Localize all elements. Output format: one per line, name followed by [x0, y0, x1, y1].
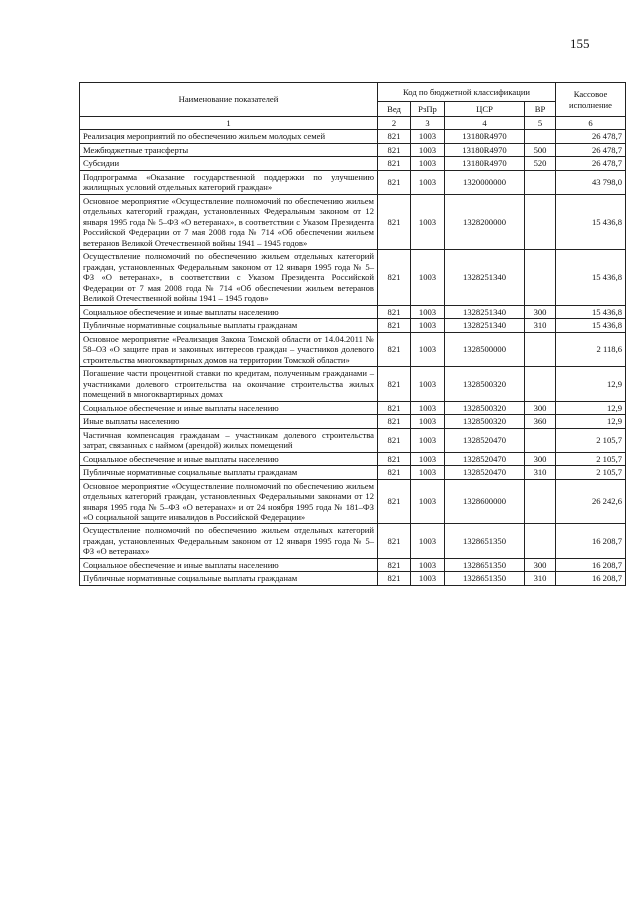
header-cash-execution: Кассовое исполнение — [556, 83, 626, 117]
row-csr: 1328500320 — [445, 415, 525, 428]
row-amount: 16 208,7 — [556, 558, 626, 571]
row-csr: 1328651350 — [445, 558, 525, 571]
row-csr: 1328251340 — [445, 319, 525, 332]
row-ved: 821 — [378, 319, 411, 332]
row-name: Основное мероприятие «Осуществление полномочий по обеспечению жильем отдельных категорий граждан, установленных Федеральным законом от 12 января 1995 года № 5–ФЗ «О ветеранах», в соответствии с Указом Президента Российской Федерации от 7 мая 2008 года № 714 «Об обеспечении жильем ветеранов Великой Отечественной войны 1941 – 1945 годов» — [80, 194, 378, 249]
row-csr: 1328520470 — [445, 428, 525, 452]
row-amount: 2 105,7 — [556, 466, 626, 479]
row-csr: 1328520470 — [445, 452, 525, 465]
row-rzpr: 1003 — [411, 250, 445, 305]
table-row — [80, 479, 626, 524]
row-vr: 500 — [525, 143, 556, 156]
table-body — [80, 130, 626, 585]
row-ved: 821 — [378, 401, 411, 414]
row-name: Субсидии — [80, 157, 378, 170]
row-rzpr: 1003 — [411, 367, 445, 401]
row-amount: 2 105,7 — [556, 452, 626, 465]
row-ved: 821 — [378, 452, 411, 465]
table-row — [80, 367, 626, 401]
row-ved: 821 — [378, 157, 411, 170]
row-name: Реализация мероприятий по обеспечению жильем молодых семей — [80, 130, 378, 143]
column-number: 5 — [525, 117, 556, 130]
row-name: Основное мероприятие «Осуществление полномочий по обеспечению жильем отдельных категорий граждан, установленных Федеральными законами от 12 января 1995 года № 5–ФЗ «О ветеранах» и от 24 ноября 1995 года № 181–ФЗ «О социальной защите инвалидов в Российской Федерации» — [80, 479, 378, 524]
row-csr: 1328500320 — [445, 401, 525, 414]
row-amount: 2 105,7 — [556, 428, 626, 452]
row-name: Социальное обеспечение и иные выплаты населению — [80, 558, 378, 571]
row-vr — [525, 250, 556, 305]
row-ved: 821 — [378, 170, 411, 194]
row-rzpr: 1003 — [411, 479, 445, 524]
row-rzpr: 1003 — [411, 143, 445, 156]
column-number-row — [80, 117, 626, 130]
row-csr: 13180R4970 — [445, 130, 525, 143]
table-row — [80, 250, 626, 305]
table-row — [80, 466, 626, 479]
table-row — [80, 428, 626, 452]
row-rzpr: 1003 — [411, 157, 445, 170]
page-number: 155 — [570, 36, 590, 51]
row-amount: 16 208,7 — [556, 572, 626, 585]
budget-table — [79, 82, 626, 586]
table-row — [80, 130, 626, 143]
row-csr: 13180R4970 — [445, 143, 525, 156]
row-ved: 821 — [378, 332, 411, 366]
row-vr: 300 — [525, 452, 556, 465]
table-row — [80, 415, 626, 428]
row-name: Социальное обеспечение и иные выплаты населению — [80, 452, 378, 465]
header-csr: ЦСР — [445, 102, 525, 117]
header-rzpr: РзПр — [411, 102, 445, 117]
row-amount: 26 478,7 — [556, 157, 626, 170]
row-rzpr: 1003 — [411, 524, 445, 558]
row-name: Социальное обеспечение и иные выплаты населению — [80, 401, 378, 414]
header-name: Наименование показателей — [80, 83, 378, 117]
row-csr: 1328251340 — [445, 250, 525, 305]
row-amount: 15 436,8 — [556, 305, 626, 318]
row-ved: 821 — [378, 524, 411, 558]
row-rzpr: 1003 — [411, 415, 445, 428]
row-rzpr: 1003 — [411, 572, 445, 585]
row-csr: 1328251340 — [445, 305, 525, 318]
row-amount: 12,9 — [556, 401, 626, 414]
row-vr: 300 — [525, 401, 556, 414]
row-ved: 821 — [378, 130, 411, 143]
row-amount: 15 436,8 — [556, 250, 626, 305]
row-vr: 310 — [525, 319, 556, 332]
row-vr — [525, 194, 556, 249]
table-row — [80, 452, 626, 465]
row-name: Публичные нормативные социальные выплаты гражданам — [80, 319, 378, 332]
row-name: Частичная компенсация гражданам – участникам долевого строительства затрат, связанных с наймом (арендой) жилых помещений — [80, 428, 378, 452]
table-row — [80, 143, 626, 156]
table-row — [80, 332, 626, 366]
column-number: 1 — [80, 117, 378, 130]
column-number: 2 — [378, 117, 411, 130]
row-amount: 16 208,7 — [556, 524, 626, 558]
row-name: Основное мероприятие «Реализация Закона Томской области от 14.04.2011 № 58–ОЗ «О защите прав и законных интересов граждан – участников долевого строительства многоквартирных домов на территории Томской области» — [80, 332, 378, 366]
row-vr — [525, 332, 556, 366]
row-ved: 821 — [378, 572, 411, 585]
row-ved: 821 — [378, 479, 411, 524]
row-name: Иные выплаты населению — [80, 415, 378, 428]
row-amount: 12,9 — [556, 415, 626, 428]
row-amount: 43 798,0 — [556, 170, 626, 194]
row-name: Подпрограмма «Оказание государственной поддержки по улучшению жилищных условий отдельных категорий граждан» — [80, 170, 378, 194]
table-row — [80, 401, 626, 414]
row-rzpr: 1003 — [411, 332, 445, 366]
row-vr — [525, 170, 556, 194]
row-vr: 300 — [525, 305, 556, 318]
row-csr: 13180R4970 — [445, 157, 525, 170]
row-csr: 1328651350 — [445, 524, 525, 558]
row-vr: 310 — [525, 466, 556, 479]
column-number: 4 — [445, 117, 525, 130]
row-vr: 310 — [525, 572, 556, 585]
row-rzpr: 1003 — [411, 558, 445, 571]
row-ved: 821 — [378, 428, 411, 452]
row-amount: 26 478,7 — [556, 143, 626, 156]
header-ved: Вед — [378, 102, 411, 117]
row-ved: 821 — [378, 558, 411, 571]
row-vr — [525, 428, 556, 452]
row-amount: 15 436,8 — [556, 194, 626, 249]
row-csr: 1328600000 — [445, 479, 525, 524]
column-number: 6 — [556, 117, 626, 130]
row-rzpr: 1003 — [411, 466, 445, 479]
row-amount: 2 118,6 — [556, 332, 626, 366]
row-amount: 26 478,7 — [556, 130, 626, 143]
row-ved: 821 — [378, 305, 411, 318]
row-ved: 821 — [378, 466, 411, 479]
table-header — [80, 83, 626, 130]
row-ved: 821 — [378, 143, 411, 156]
table-row — [80, 319, 626, 332]
row-vr — [525, 524, 556, 558]
row-vr: 360 — [525, 415, 556, 428]
row-rzpr: 1003 — [411, 452, 445, 465]
row-rzpr: 1003 — [411, 305, 445, 318]
row-name: Социальное обеспечение и иные выплаты населению — [80, 305, 378, 318]
row-csr: 1328500320 — [445, 367, 525, 401]
row-vr: 520 — [525, 157, 556, 170]
row-rzpr: 1003 — [411, 194, 445, 249]
table-row — [80, 524, 626, 558]
table-row — [80, 305, 626, 318]
row-rzpr: 1003 — [411, 319, 445, 332]
row-rzpr: 1003 — [411, 130, 445, 143]
row-ved: 821 — [378, 367, 411, 401]
table-row — [80, 558, 626, 571]
table-row — [80, 170, 626, 194]
row-name: Осуществление полномочий по обеспечению жильем отдельных категорий граждан, установленных Федеральным законом от 12 января 1995 года № 5–ФЗ «О ветеранах», в соответствии с Указом Президента Российской Федерации от 7 мая 2008 года № 714 «Об обеспечении жильем ветеранов Великой Отечественной войны 1941 – 1945 годов» — [80, 250, 378, 305]
row-name: Осуществление полномочий по обеспечению жильем отдельных категорий граждан, установленных Федеральным законом от 12 января 1995 года № 5–ФЗ «О ветеранах» — [80, 524, 378, 558]
row-rzpr: 1003 — [411, 401, 445, 414]
row-name: Погашение части процентной ставки по кредитам, полученным гражданами – участниками долевого строительства на окончание строительства жилых помещений в многоквартирных домах — [80, 367, 378, 401]
row-ved: 821 — [378, 415, 411, 428]
row-vr — [525, 367, 556, 401]
row-rzpr: 1003 — [411, 170, 445, 194]
header-code-group: Код по бюджетной классификации — [378, 83, 556, 102]
row-vr — [525, 479, 556, 524]
row-amount: 15 436,8 — [556, 319, 626, 332]
row-csr: 1328651350 — [445, 572, 525, 585]
row-name: Публичные нормативные социальные выплаты гражданам — [80, 572, 378, 585]
table-row — [80, 194, 626, 249]
row-ved: 821 — [378, 194, 411, 249]
column-number: 3 — [411, 117, 445, 130]
table-row — [80, 157, 626, 170]
header-vr: ВР — [525, 102, 556, 117]
row-amount: 12,9 — [556, 367, 626, 401]
row-csr: 1328500000 — [445, 332, 525, 366]
row-vr: 300 — [525, 558, 556, 571]
row-vr — [525, 130, 556, 143]
row-rzpr: 1003 — [411, 428, 445, 452]
row-csr: 1328520470 — [445, 466, 525, 479]
row-ved: 821 — [378, 250, 411, 305]
row-csr: 1320000000 — [445, 170, 525, 194]
row-csr: 1328200000 — [445, 194, 525, 249]
table-row — [80, 572, 626, 585]
row-amount: 26 242,6 — [556, 479, 626, 524]
row-name: Межбюджетные трансферты — [80, 143, 378, 156]
row-name: Публичные нормативные социальные выплаты гражданам — [80, 466, 378, 479]
